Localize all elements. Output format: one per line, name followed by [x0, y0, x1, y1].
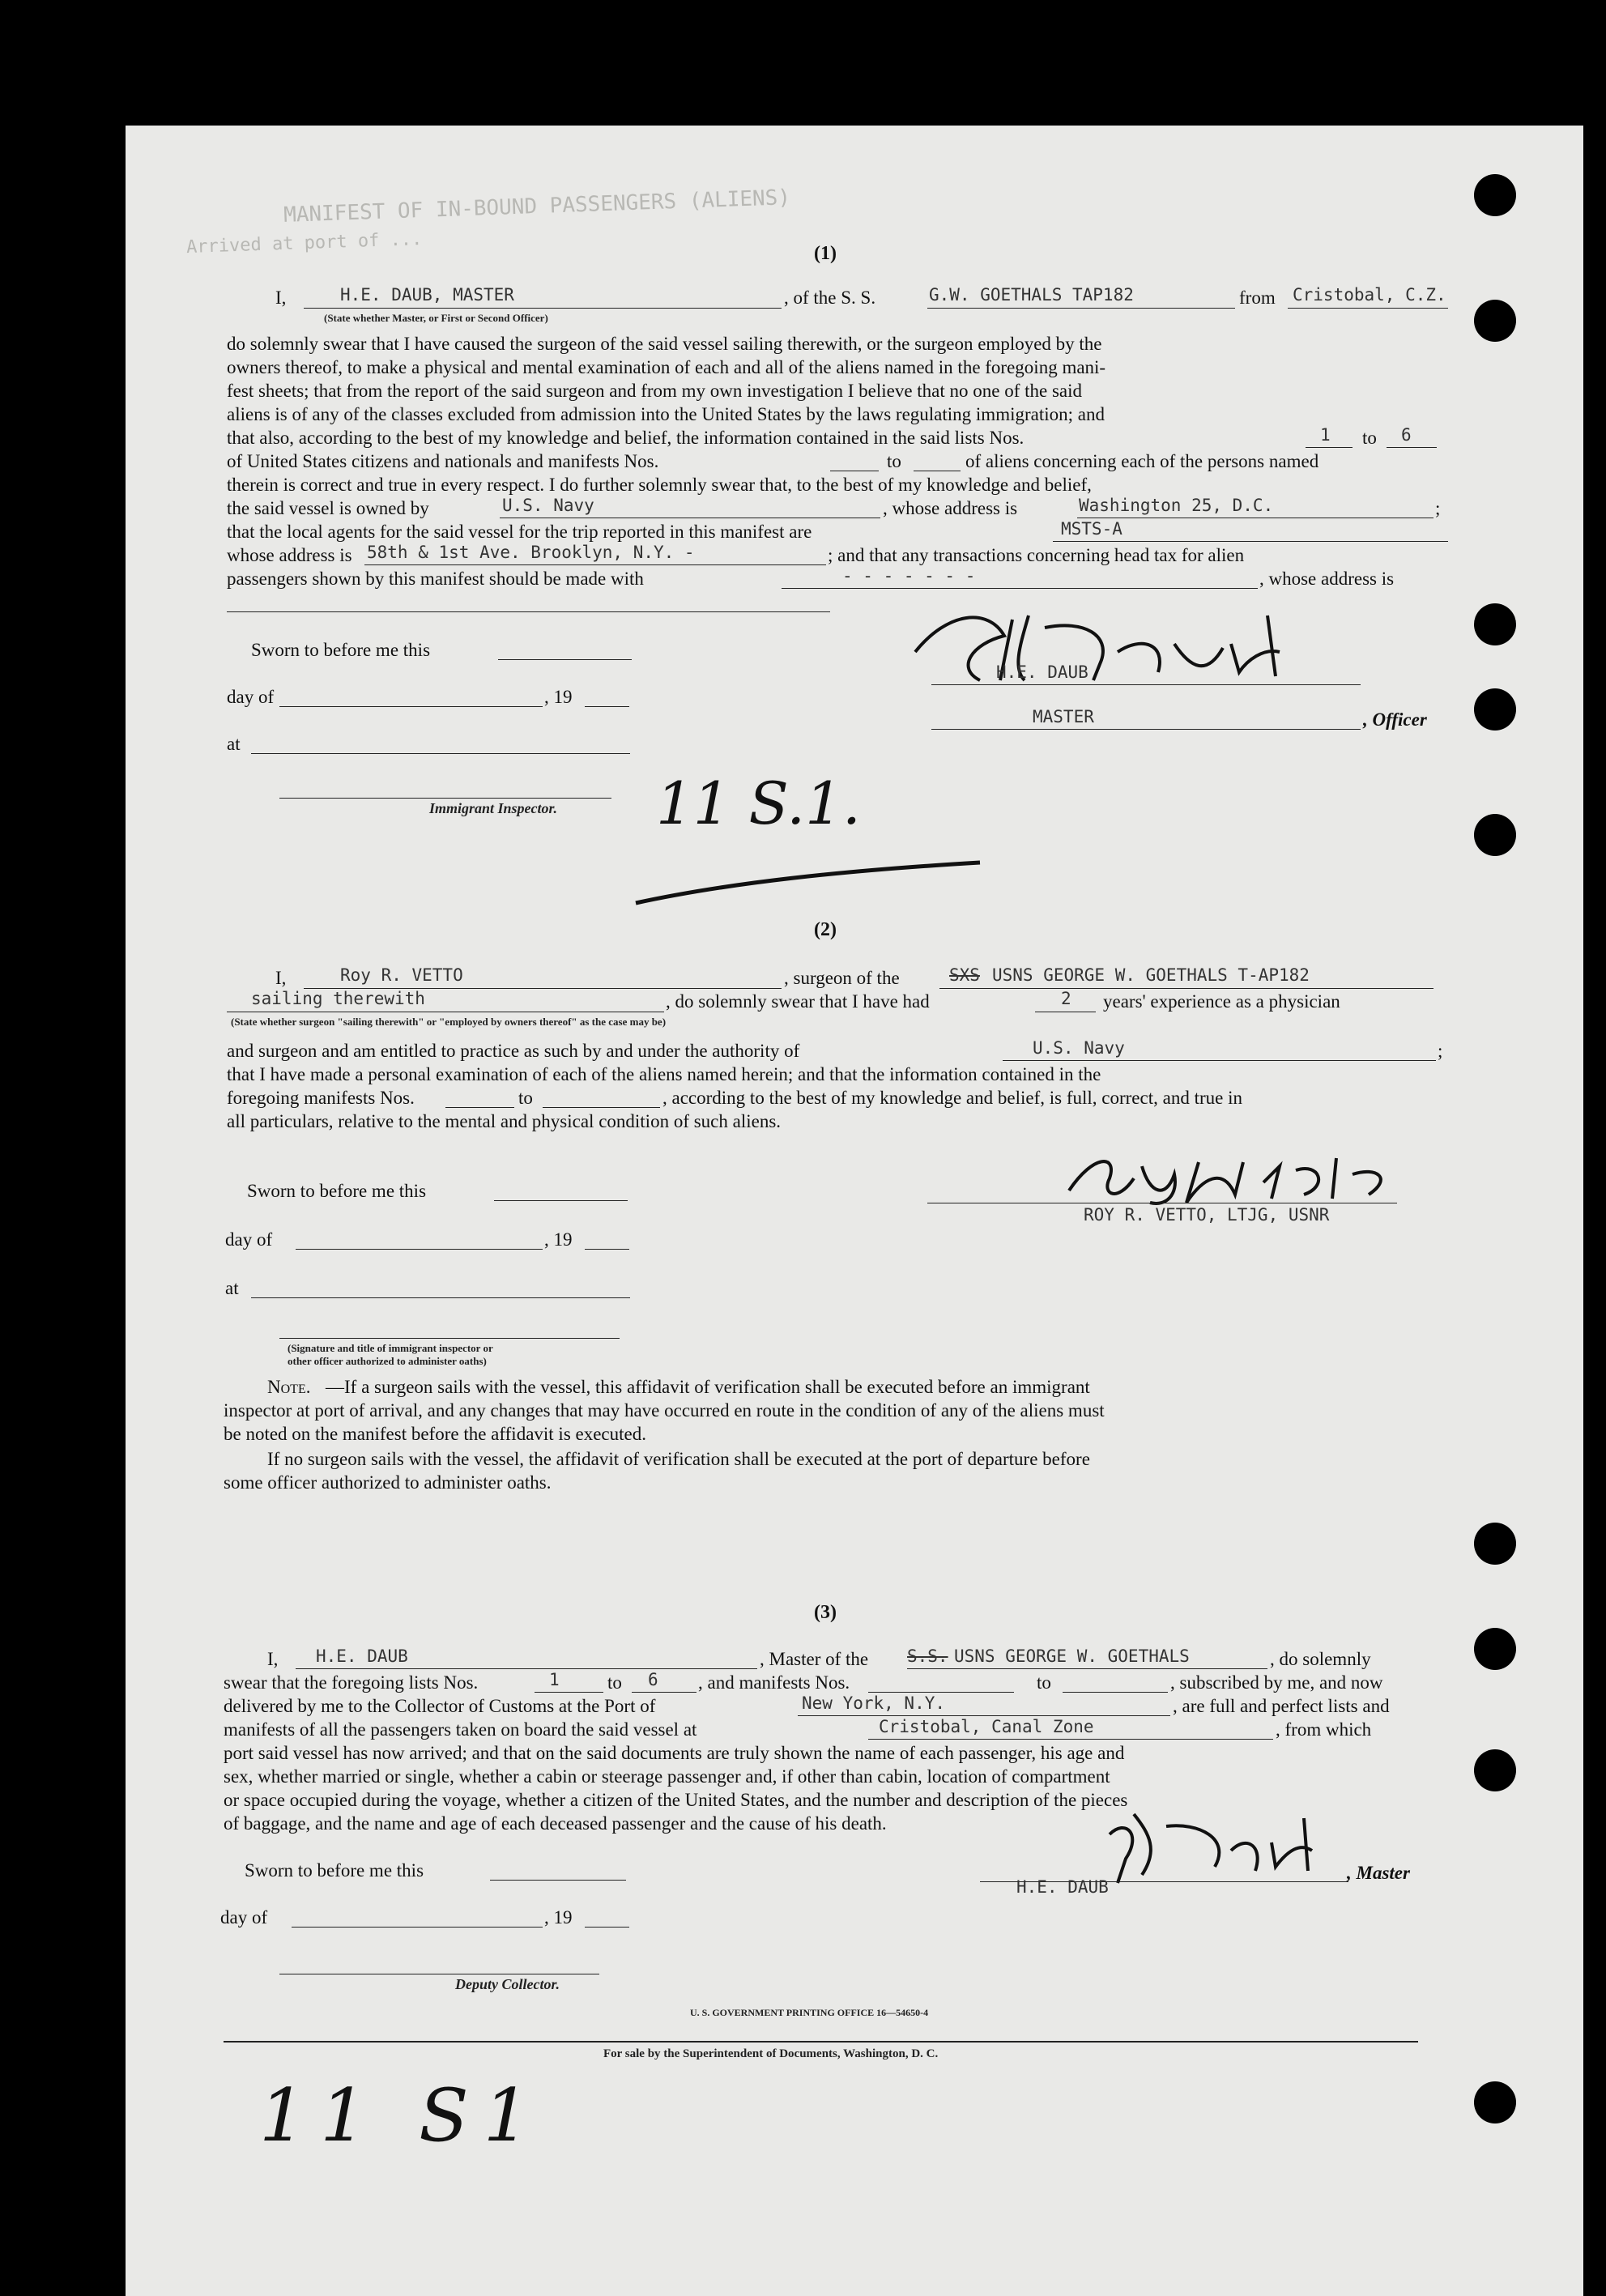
s1-officer-note: (State whether Master, or First or Second Officer): [324, 312, 548, 324]
s2-note-2: inspector at port of arrival, and any changes that may have occurred en route in the condition of any of the aliens must: [224, 1400, 1105, 1421]
s2-sailing-status: sailing therewith: [251, 989, 425, 1008]
s3-from-port: Cristobal, Canal Zone: [879, 1717, 1094, 1736]
s1-master-signature: [899, 603, 1320, 692]
s1-owner-address: Washington 25, D.C.: [1079, 496, 1274, 515]
s1-para-6a: of United States citizens and nationals and manifests Nos.: [227, 451, 659, 471]
s3-master-of: , Master of the: [760, 1649, 869, 1669]
s3-para-4b: , from which: [1276, 1719, 1372, 1740]
s1-head-tax-dashes: - - - - - - -: [842, 566, 976, 586]
s3-struck-ship-prefix: S.S.: [907, 1646, 948, 1666]
s1-agent: MSTS-A: [1061, 519, 1122, 539]
s1-para-6b: to: [887, 451, 901, 471]
s1-handwritten-note: 11 S.1.: [656, 769, 861, 837]
s1-at: at: [227, 734, 241, 754]
s2-semicolon: ;: [1438, 1041, 1443, 1061]
punch-hole: [1474, 1749, 1516, 1791]
s1-para-3: fest sheets; that from the report of the said surgeon and from my own investigation I believe that no one of the said: [227, 381, 1083, 401]
s3-para-8: of baggage, and the name and age of each deceased passenger and the cause of his death.: [224, 1813, 887, 1834]
s2-struck-ship-prefix: SXS: [949, 965, 980, 985]
s2-signer-name: ROY R. VETTO, LTJG, USNR: [1084, 1205, 1330, 1225]
s3-para-6: sex, whether married or single, whether a cabin or steerage passenger and, if other than cabin, location of compartment: [224, 1766, 1110, 1787]
s1-para-9: that the local agents for the said vessel for the trip reported in this manifest are: [227, 522, 812, 542]
s1-para-11b: , whose address is: [1259, 569, 1395, 589]
s3-para-2a: swear that the foregoing lists Nos.: [224, 1672, 479, 1693]
s2-ship-name: USNS GEORGE W. GOETHALS T-AP182: [992, 965, 1310, 985]
s1-from: from: [1239, 288, 1276, 308]
punch-hole: [1474, 1628, 1516, 1670]
s2-status-note: (State whether surgeon "sailing therewith" or "employed by owners thereof" as the case may be): [231, 1016, 667, 1028]
s2-years: 2: [1061, 989, 1071, 1008]
s3-solemnly: , do solemnly: [1270, 1649, 1371, 1669]
s2-note-5: some officer authorized to administer oaths.: [224, 1472, 552, 1493]
gpo-imprint: U. S. GOVERNMENT PRINTING OFFICE 16—54650-4: [690, 2007, 929, 2018]
section-1-number: (1): [814, 243, 837, 264]
s3-list-to: 6: [648, 1670, 658, 1689]
s2-para-6: all particulars, relative to the mental and physical condition of such aliens.: [227, 1111, 782, 1131]
s3-para-2c: , and manifests Nos.: [698, 1672, 850, 1693]
sale-note: For sale by the Superintendent of Documents, Washington, D. C.: [603, 2047, 939, 2060]
s2-para-5a: foregoing manifests Nos.: [227, 1088, 415, 1108]
s1-immigrant-inspector: Immigrant Inspector.: [429, 800, 558, 816]
s1-para-11a: passengers shown by this manifest should be made with: [227, 569, 644, 589]
s1-to: to: [1362, 428, 1377, 448]
s3-deputy-collector: Deputy Collector.: [455, 1976, 560, 1992]
s2-day-of: day of: [225, 1229, 273, 1250]
s1-para-7: therein is correct and true in every respect. I do further solemnly swear that, to the best of my knowledge and belief,: [227, 475, 1092, 495]
s2-para-4: that I have made a personal examination of each of the aliens named herein; and that the information contained in the: [227, 1064, 1101, 1084]
s1-signer-name: H.E. DAUB: [996, 662, 1088, 682]
s2-at: at: [225, 1278, 239, 1298]
s3-para-4a: manifests of all the passengers taken on board the said vessel at: [224, 1719, 697, 1740]
s2-nineteen: , 19: [544, 1229, 573, 1250]
s3-to-1: to: [607, 1672, 622, 1693]
s1-from-port: Cristobal, C.Z.: [1293, 285, 1446, 305]
s1-para-1: do solemnly swear that I have caused the surgeon of the said vessel sailing therewith, or the surgeon employed by the: [227, 334, 1102, 354]
s3-day-of: day of: [220, 1907, 268, 1928]
punch-hole: [1474, 688, 1516, 731]
s1-para-10b: ; and that any transactions concerning head tax for alien: [828, 545, 1245, 565]
s3-master-signature: [1069, 1802, 1344, 1891]
s3-to-2: to: [1037, 1672, 1051, 1693]
s2-i: I,: [275, 968, 287, 988]
s1-para-10a: whose address is: [227, 545, 352, 565]
s1-para-8b: , whose address is: [883, 498, 1018, 518]
punch-hole: [1474, 2081, 1516, 2123]
s2-para-3a: and surgeon and am entitled to practice as such by and under the authority of: [227, 1041, 800, 1061]
s1-list-from: 1: [1320, 425, 1331, 445]
s2-sworn: Sworn to before me this: [247, 1181, 427, 1201]
s1-flourish: [632, 842, 996, 915]
faint-header-line1: MANIFEST OF IN-BOUND PASSENGERS (ALIENS): [283, 185, 791, 228]
s1-para-8a: the said vessel is owned by: [227, 498, 429, 518]
s1-ship-name: G.W. GOETHALS TAP182: [929, 285, 1134, 305]
s1-agent-address: 58th & 1st Ave. Brooklyn, N.Y. -: [367, 543, 695, 562]
s1-signer-title: MASTER: [1033, 707, 1094, 726]
punch-hole: [1474, 174, 1516, 216]
s1-master-name: H.E. DAUB, MASTER: [340, 285, 514, 305]
s1-owner: U.S. Navy: [502, 496, 594, 515]
s2-para-5b: to: [518, 1088, 533, 1108]
s2-swear: , do solemnly swear that I have had: [666, 991, 930, 1012]
s3-nineteen: , 19: [544, 1907, 573, 1928]
s1-day-of: day of: [227, 687, 275, 707]
section-3-number: (3): [814, 1602, 837, 1623]
s2-note-1: —If a surgeon sails with the vessel, this affidavit of verification shall be executed before an immigrant: [326, 1377, 1090, 1397]
s2-surgeon-signature: [1061, 1146, 1417, 1211]
s1-para-5: that also, according to the best of my knowledge and belief, the information contained in the said lists Nos.: [227, 428, 1025, 448]
footer-handwritten-note: 11 S1: [259, 2073, 545, 2158]
s1-nineteen: , 19: [544, 687, 573, 707]
s2-sig-note-1: (Signature and title of immigrant inspector or: [288, 1342, 493, 1354]
s2-surgeon-name: Roy R. VETTO: [340, 965, 463, 985]
punch-hole: [1474, 814, 1516, 856]
s3-port: New York, N.Y.: [802, 1693, 946, 1713]
s2-years-text: years' experience as a physician: [1103, 991, 1340, 1012]
s1-para-8c: ;: [1435, 498, 1441, 518]
s1-para-6c: of aliens concerning each of the persons named: [965, 451, 1319, 471]
s1-para-4: aliens is of any of the classes excluded from admission into the United States by the laws regulating immigration; and: [227, 404, 1105, 424]
s2-note-label: Note.: [267, 1377, 311, 1397]
punch-hole: [1474, 603, 1516, 645]
s1-of-ss: , of the S. S.: [784, 288, 876, 308]
s2-para-5c: , according to the best of my knowledge and belief, is full, correct, and true in: [662, 1088, 1242, 1108]
s1-sworn: Sworn to before me this: [251, 640, 431, 660]
s2-sig-note-2: other officer authorized to administer oaths): [288, 1355, 487, 1367]
s1-officer-label: , Officer: [1363, 709, 1427, 730]
s3-ship-name: USNS GEORGE W. GOETHALS: [954, 1646, 1190, 1666]
s3-para-5: port said vessel has now arrived; and that on the said documents are truly shown the name of each passenger, his age and: [224, 1743, 1125, 1763]
faint-header-line2: Arrived at port of ...: [185, 228, 423, 258]
s3-para-7: or space occupied during the voyage, whether a citizen of the United States, and the number and description of the pieces: [224, 1790, 1128, 1810]
punch-hole: [1474, 1523, 1516, 1565]
s1-para-2: owners thereof, to make a physical and mental examination of each and all of the aliens named in the foregoing mani-: [227, 357, 1106, 377]
punch-hole: [1474, 300, 1516, 342]
s3-sworn: Sworn to before me this: [245, 1860, 424, 1881]
s1-i: I,: [275, 288, 287, 308]
s3-para-2e: , subscribed by me, and now: [1170, 1672, 1383, 1693]
s3-signer-name: H.E. DAUB: [1016, 1877, 1109, 1897]
s3-para-3b: , are full and perfect lists and: [1173, 1696, 1390, 1716]
s3-master-label: , Master: [1347, 1863, 1410, 1883]
s2-surgeon-of: , surgeon of the: [784, 968, 900, 988]
s2-note-4: If no surgeon sails with the vessel, the affidavit of verification shall be executed at the port of departure before: [267, 1449, 1090, 1469]
s3-para-3a: delivered by me to the Collector of Customs at the Port of: [224, 1696, 656, 1716]
s3-i: I,: [267, 1649, 279, 1669]
s2-note-3: be noted on the manifest before the affidavit is executed.: [224, 1424, 646, 1444]
s2-authority: U.S. Navy: [1033, 1038, 1125, 1058]
s3-list-from: 1: [549, 1670, 560, 1689]
s1-list-to: 6: [1401, 425, 1412, 445]
s3-master-name: H.E. DAUB: [316, 1646, 408, 1666]
section-2-number: (2): [814, 919, 837, 940]
